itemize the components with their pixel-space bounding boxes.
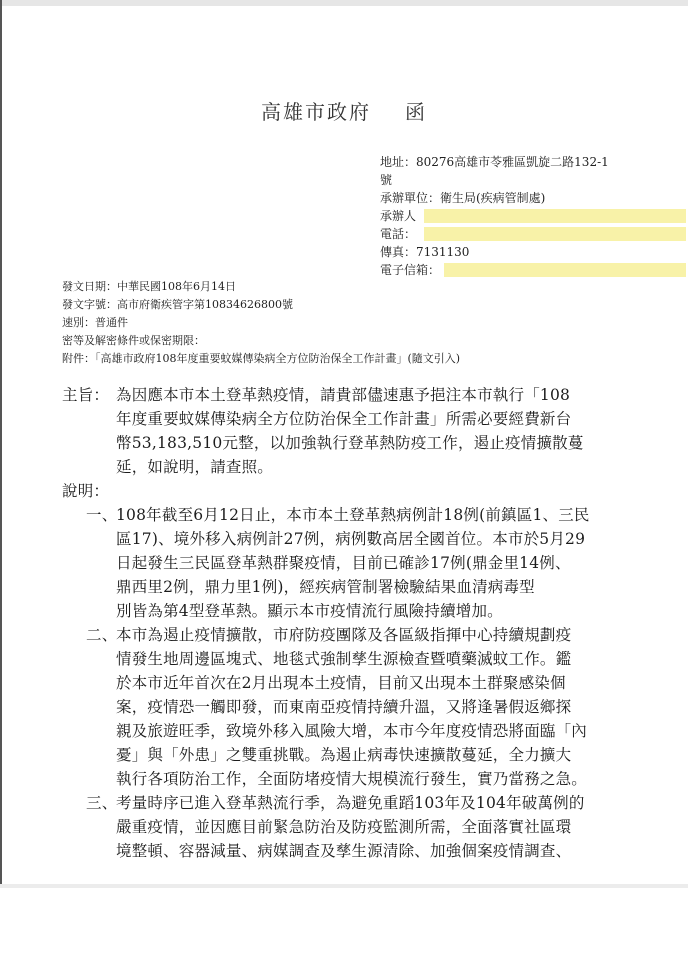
item-line: 憂」與「外患」之雙重挑戰。為遏止病毒快速擴散蔓延，全力擴大 — [116, 746, 572, 764]
item-line: 嚴重疫情，並因應目前緊急防治及防疫監測所需，全面落實社區環 — [116, 818, 572, 836]
handling-unit: 承辦單位：衛生局(疾病管制處) — [380, 191, 546, 205]
item-marker: 一、 — [86, 506, 118, 524]
issue-date: 發文日期：中華民國108年6月14日 — [62, 280, 236, 293]
item-line: 區17)、境外移入病例計27例，病例數高居全國首位。本市於5月29 — [116, 530, 586, 548]
scan-left-edge — [0, 0, 2, 885]
subject-line: 年度重要蚊媒傳染病全方位防治保全工作計畫」所需必要經費新台 — [116, 410, 572, 428]
item-line: 親及旅遊旺季，致境外移入風險大增，本市今年度疫情恐將面臨「內 — [116, 722, 588, 740]
item-line: 於本市近年首次在2月出現本土疫情，目前又出現本土群聚感染個 — [116, 674, 566, 692]
subject-line: 幣53,183,510元整，以加強執行登革熱防疫工作，遏止疫情擴散蔓 — [116, 434, 584, 452]
address-line-2: 號 — [380, 173, 393, 187]
scan-top-shadow — [0, 0, 688, 6]
fax-number: 傳真：7131130 — [380, 245, 470, 259]
scan-bottom-edge — [0, 884, 688, 888]
item-line: 別皆為第4型登革熱。顯示本市疫情流行風險持續增加。 — [116, 602, 503, 620]
delivery-speed: 速別：普通件 — [62, 316, 128, 329]
item-line: 鼎西里2例，鼎力里1例)，經疾病管制署檢驗結果血清病毒型 — [116, 578, 535, 596]
phone-label: 電話： — [380, 227, 417, 241]
item-line: 日起發生三民區登革熱群聚疫情，目前已確診17例(鼎金里14例、 — [116, 554, 571, 572]
item-line: 本市為遏止疫情擴散，市府防疫團隊及各區級指揮中心持續規劃疫 — [116, 626, 572, 644]
item-line: 案，疫情恐一觸即發，而東南亞疫情持續升溫，又將逢暑假返鄉探 — [116, 698, 572, 716]
item-marker: 三、 — [86, 794, 118, 812]
redaction-highlight-officer — [424, 209, 686, 223]
item-marker: 二、 — [86, 626, 118, 644]
officer-label: 承辦人 — [380, 209, 417, 223]
subject-line: 為因應本市本土登革熱疫情，請貴部儘速惠予挹注本市執行「108 — [116, 386, 571, 404]
email-label: 電子信箱： — [380, 263, 441, 277]
explanation-label: 說明： — [62, 482, 110, 500]
secrecy-level: 密等及解密條件或保密期限： — [62, 334, 205, 347]
item-line: 執行各項防治工作，全面防堵疫情大規模流行發生，實乃當務之急。 — [116, 770, 588, 788]
document-number: 發文字號：高市府衛疾管字第10834626800號 — [62, 298, 293, 311]
document-title — [0, 96, 688, 125]
address-line-1: 地址：80276高雄市苓雅區凱旋二路132-1 — [380, 155, 609, 169]
item-line: 考量時序已進入登革熱流行季，為避免重蹈103年及104年破萬例的 — [116, 794, 585, 812]
document-type: 函 — [405, 100, 427, 124]
issuing-organization: 高雄市政府 — [261, 100, 371, 124]
item-line: 情發生地周邊區塊式、地毯式強制孳生源檢查暨噴藥滅蚊工作。鑑 — [116, 650, 572, 668]
attachment: 附件：「高雄市政府108年度重要蚊媒傳染病全方位防治保全工作計畫」(隨文引入) — [62, 352, 461, 365]
redaction-highlight-phone — [424, 227, 686, 241]
subject-line: 延，如說明，請查照。 — [116, 458, 274, 476]
redaction-highlight-email — [444, 263, 686, 277]
subject-label: 主旨： — [62, 386, 110, 404]
item-line: 境整頓、容器減量、病媒調查及孳生源清除、加強個案疫情調查、 — [116, 842, 572, 860]
item-line: 108年截至6月12日止，本市本土登革熱病例計18例(前鎮區1、三民 — [116, 506, 590, 524]
